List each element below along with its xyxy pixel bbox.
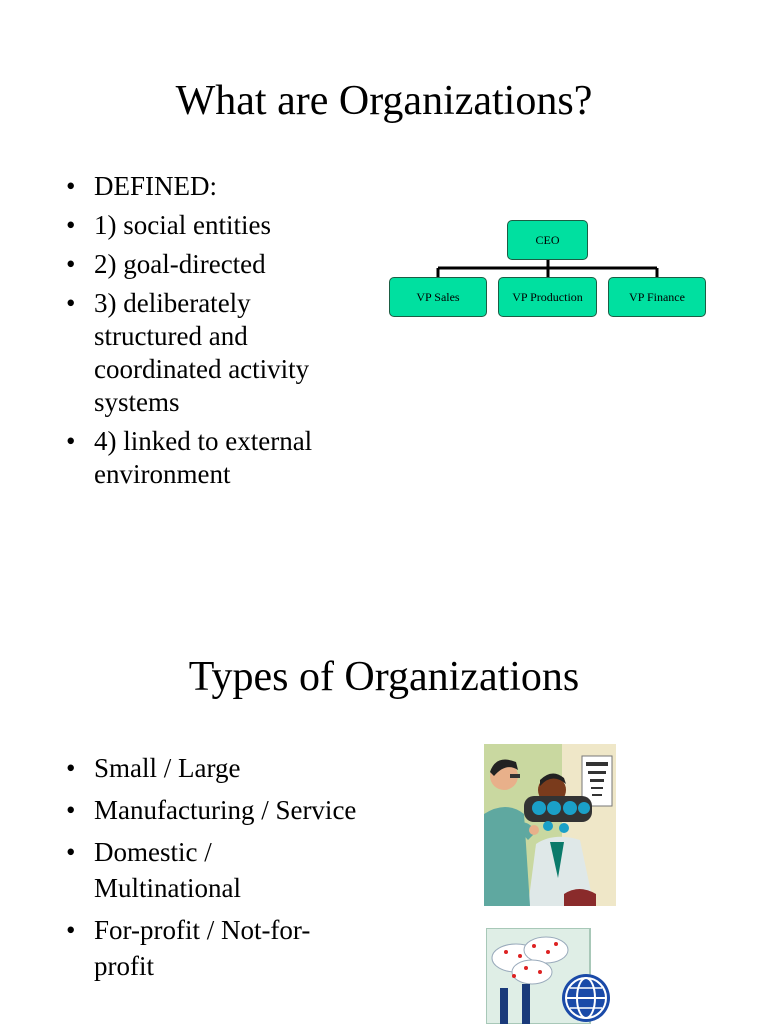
- bullet-item: • Small / Large: [60, 750, 360, 786]
- bullet-list: [60, 750, 360, 990]
- bullet-item: • 4) linked to external environment: [60, 425, 360, 491]
- org-box-ceo: CEO: [507, 220, 588, 260]
- bullet-item: • 2) goal-directed: [60, 248, 360, 281]
- org-box-vp-production: VP Production: [498, 277, 597, 317]
- bullet-item: • 3) deliberately structured and coordinated activity systems: [60, 287, 360, 419]
- factory-globe-clipart-icon: [486, 928, 616, 1024]
- eye-doctor-clipart-icon: [484, 744, 616, 906]
- bullet-item: • 1) social entities: [60, 209, 360, 242]
- bullet-item: • DEFINED:: [60, 170, 360, 203]
- slide-title: Types of Organizations: [188, 654, 580, 700]
- bullet-list: [60, 170, 360, 497]
- slide-title: What are Organizations?: [175, 78, 593, 124]
- bullet-item: • For-profit / Not-for-profit: [60, 912, 360, 984]
- org-box-vp-finance: VP Finance: [608, 277, 706, 317]
- org-box-vp-sales: VP Sales: [389, 277, 487, 317]
- bullet-item: • Manufacturing / Service: [60, 792, 360, 828]
- bullet-item: • Domestic / Multinational: [60, 834, 360, 906]
